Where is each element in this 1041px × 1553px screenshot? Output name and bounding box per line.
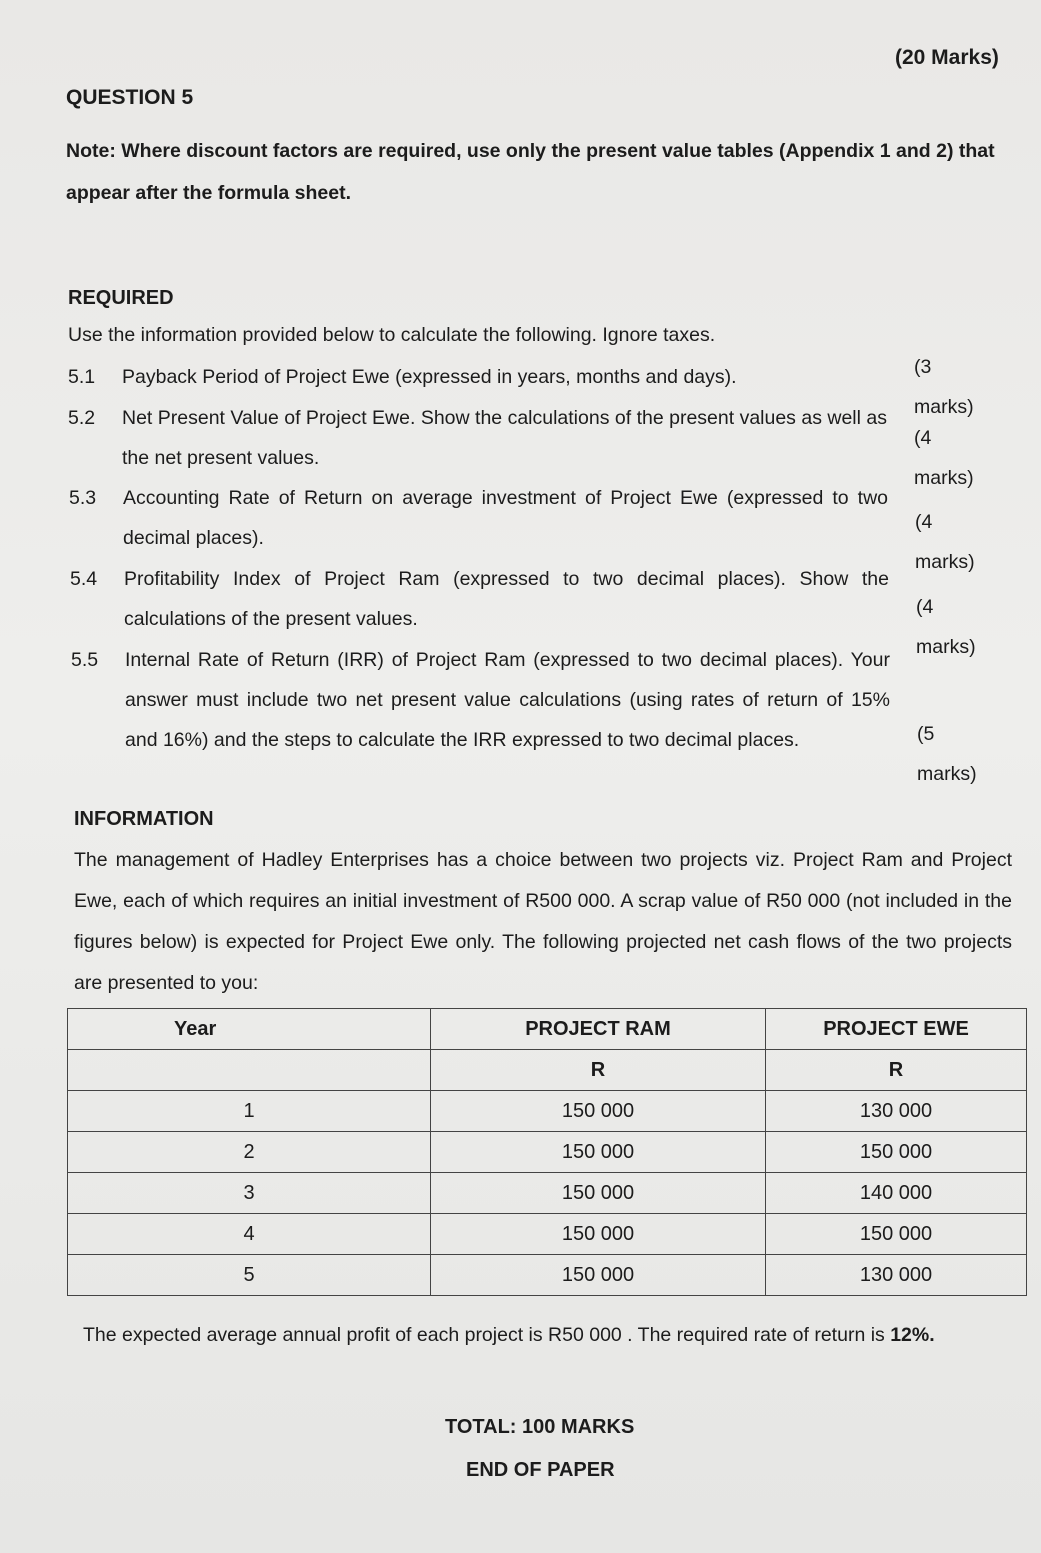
item-text: Internal Rate of Return (IRR) of Project Ram (expressed to two decimal places). Your answer must include two net present value calculations (using rates of return of 15% and 16%) and the steps to calculate the IRR expressed to two decimal places. — [125, 649, 890, 751]
ewe-cell: 130 000 — [766, 1255, 1027, 1296]
required-intro: Use the information provided below to calculate the following. Ignore taxes. — [68, 324, 716, 346]
question-title: QUESTION 5 — [66, 86, 194, 109]
header-year: Year — [68, 1009, 431, 1050]
table-units-row — [68, 1050, 1027, 1091]
unit-ram: R — [431, 1050, 766, 1091]
item-text: Net Present Value of Project Ewe. Show the calculations of the present values as well as the net present values. — [122, 407, 887, 469]
ewe-cell: 130 000 — [766, 1091, 1027, 1132]
ram-cell: 150 000 — [431, 1091, 766, 1132]
ram-cell: 150 000 — [431, 1173, 766, 1214]
ewe-cell: 140 000 — [766, 1173, 1027, 1214]
ram-cell: 150 000 — [431, 1255, 766, 1296]
item-marks: (4 marks) — [916, 596, 976, 658]
item-marks: (4 marks) — [915, 511, 975, 573]
table-row — [68, 1173, 1027, 1214]
unit-ewe: R — [766, 1050, 1027, 1091]
total-marks: (20 Marks) — [895, 46, 999, 69]
year-cell: 5 — [68, 1255, 431, 1296]
note-text: Where discount factors are required, use only the present value tables (Appendix 1 and 2) that appear after the formula sheet. — [66, 140, 995, 204]
total-marks-line: TOTAL: 100 MARKS — [445, 1416, 635, 1438]
required-heading: REQUIRED — [68, 287, 174, 309]
table-header-row — [68, 1009, 1027, 1050]
year-cell: 3 — [68, 1173, 431, 1214]
year-cell: 1 — [68, 1091, 431, 1132]
table-row — [68, 1255, 1027, 1296]
item-number: 5.2 — [68, 407, 96, 429]
ewe-cell: 150 000 — [766, 1214, 1027, 1255]
item-marks: (5 marks) — [917, 723, 977, 785]
item-number: 5.4 — [70, 568, 98, 590]
year-cell: 2 — [68, 1132, 431, 1173]
item-marks: (4 marks) — [914, 427, 974, 489]
table-row — [68, 1214, 1027, 1255]
item-number: 5.5 — [71, 649, 99, 671]
information-heading: INFORMATION — [74, 808, 214, 830]
required-rate: 12%. — [890, 1324, 935, 1346]
item-text: Accounting Rate of Return on average investment of Project Ewe (expressed to two decimal places). — [123, 487, 888, 549]
profit-note-text: The expected average annual profit of each project is R50 000 . The required rate of return is — [83, 1324, 891, 1346]
item-marks: (3 marks) — [914, 356, 974, 418]
end-of-paper: END OF PAPER — [466, 1459, 615, 1481]
item-text: Profitability Index of Project Ram (expressed to two decimal places). Show the calculations of the present values. — [124, 568, 889, 630]
cash-flow-table — [67, 1008, 1027, 1296]
item-number: 5.3 — [69, 487, 97, 509]
unit-year — [68, 1050, 431, 1091]
item-text: Payback Period of Project Ewe (expressed in years, months and days). — [122, 366, 737, 388]
ewe-cell: 150 000 — [766, 1132, 1027, 1173]
note-label: Note: — [66, 140, 116, 162]
ram-cell: 150 000 — [431, 1214, 766, 1255]
profit-note — [83, 1324, 935, 1347]
header-project-ram: PROJECT RAM — [431, 1009, 766, 1050]
year-cell: 4 — [68, 1214, 431, 1255]
information-paragraph: The management of Hadley Enterprises has a choice between two projects viz. Project Ram and Project Ewe, each of which requires an initial investment of R500 000. A scrap value of R50 000 (not included in the figures below) is expected for Project Ewe only. The following projected net cash flows of the two projects are presented to you: — [74, 849, 1012, 994]
table-row — [68, 1132, 1027, 1173]
note-paragraph — [66, 130, 1001, 214]
item-number: 5.1 — [68, 366, 96, 388]
ram-cell: 150 000 — [431, 1132, 766, 1173]
table-row — [68, 1091, 1027, 1132]
header-project-ewe: PROJECT EWE — [766, 1009, 1027, 1050]
